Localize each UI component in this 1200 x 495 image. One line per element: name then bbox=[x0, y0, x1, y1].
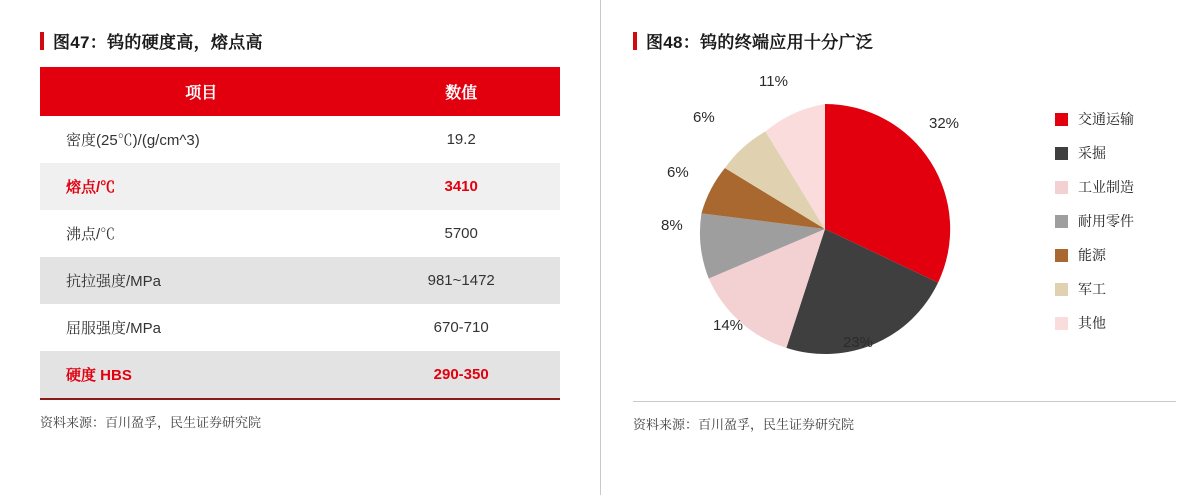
figure-47-source: 资料来源：百川盈孚，民生证券研究院 bbox=[40, 415, 262, 430]
column-header-item: 项目 bbox=[40, 67, 362, 116]
legend-item-other bbox=[1055, 313, 1134, 333]
pie-label-other: 11% bbox=[759, 73, 788, 90]
table-row bbox=[40, 257, 560, 304]
legend-swatch-icon bbox=[1055, 113, 1068, 126]
figure-48-source: 资料来源：百川盈孚，民生证券研究院 bbox=[633, 417, 855, 432]
figure-47-title-text: 图47：钨的硬度高，熔点高 bbox=[53, 33, 263, 52]
figure-47-title bbox=[40, 28, 560, 53]
legend-swatch-icon bbox=[1055, 317, 1068, 330]
table-header bbox=[40, 67, 560, 116]
pie-label-mining: 23% bbox=[843, 334, 874, 351]
title-accent-bar bbox=[633, 32, 637, 50]
legend-swatch-icon bbox=[1055, 147, 1068, 160]
legend-label: 采掘 bbox=[1078, 145, 1106, 161]
table-body bbox=[40, 116, 560, 398]
legend-label: 能源 bbox=[1078, 247, 1106, 263]
legend-item-mining bbox=[1055, 143, 1134, 163]
pie-label-energy: 6% bbox=[667, 164, 689, 181]
legend-item-durable-parts bbox=[1055, 211, 1134, 231]
pie-label-transportation: 32% bbox=[929, 115, 960, 132]
cell-item: 屈服强度/MPa bbox=[40, 304, 362, 351]
legend-label: 交通运输 bbox=[1078, 111, 1134, 127]
cell-value: 981~1472 bbox=[362, 257, 560, 304]
legend-swatch-icon bbox=[1055, 181, 1068, 194]
figure-48-title bbox=[633, 28, 1176, 53]
legend-label: 军工 bbox=[1078, 281, 1106, 297]
legend-item-energy bbox=[1055, 245, 1134, 265]
legend-label: 工业制造 bbox=[1078, 179, 1134, 195]
legend-swatch-icon bbox=[1055, 215, 1068, 228]
table-row bbox=[40, 304, 560, 351]
table-row bbox=[40, 163, 560, 210]
legend-item-transportation bbox=[1055, 109, 1134, 129]
cell-value: 3410 bbox=[362, 163, 560, 210]
figure-48-panel bbox=[600, 0, 1200, 495]
pie-legend bbox=[1055, 109, 1134, 347]
legend-item-industrial-manufacturing bbox=[1055, 177, 1134, 197]
legend-label: 耐用零件 bbox=[1078, 213, 1134, 229]
cell-item: 沸点/℃ bbox=[40, 210, 362, 257]
cell-value: 5700 bbox=[362, 210, 560, 257]
cell-value: 19.2 bbox=[362, 116, 560, 163]
legend-swatch-icon bbox=[1055, 283, 1068, 296]
legend-swatch-icon bbox=[1055, 249, 1068, 262]
table-row bbox=[40, 116, 560, 163]
cell-item: 抗拉强度/MPa bbox=[40, 257, 362, 304]
column-header-value: 数值 bbox=[362, 67, 560, 116]
cell-value: 670-710 bbox=[362, 304, 560, 351]
table-row bbox=[40, 210, 560, 257]
pie-label-industrial-manufacturing: 14% bbox=[713, 317, 744, 334]
cell-item: 熔点/℃ bbox=[40, 163, 362, 210]
legend-label: 其他 bbox=[1078, 315, 1106, 331]
cell-item: 硬度 HBS bbox=[40, 351, 362, 398]
tungsten-property-table bbox=[40, 67, 560, 398]
legend-item-military bbox=[1055, 279, 1134, 299]
cell-item: 密度(25℃)/(g/cm^3) bbox=[40, 116, 362, 163]
pie-label-durable-parts: 8% bbox=[661, 217, 683, 234]
table-row bbox=[40, 351, 560, 398]
title-accent-bar bbox=[40, 32, 44, 50]
pie-chart bbox=[661, 73, 985, 379]
cell-value: 290-350 bbox=[362, 351, 560, 398]
pie-label-military: 6% bbox=[693, 109, 715, 126]
table-header-row bbox=[40, 67, 560, 116]
pie-chart-area bbox=[633, 67, 1176, 397]
figure-48-title-text: 图48：钨的终端应用十分广泛 bbox=[646, 33, 874, 52]
